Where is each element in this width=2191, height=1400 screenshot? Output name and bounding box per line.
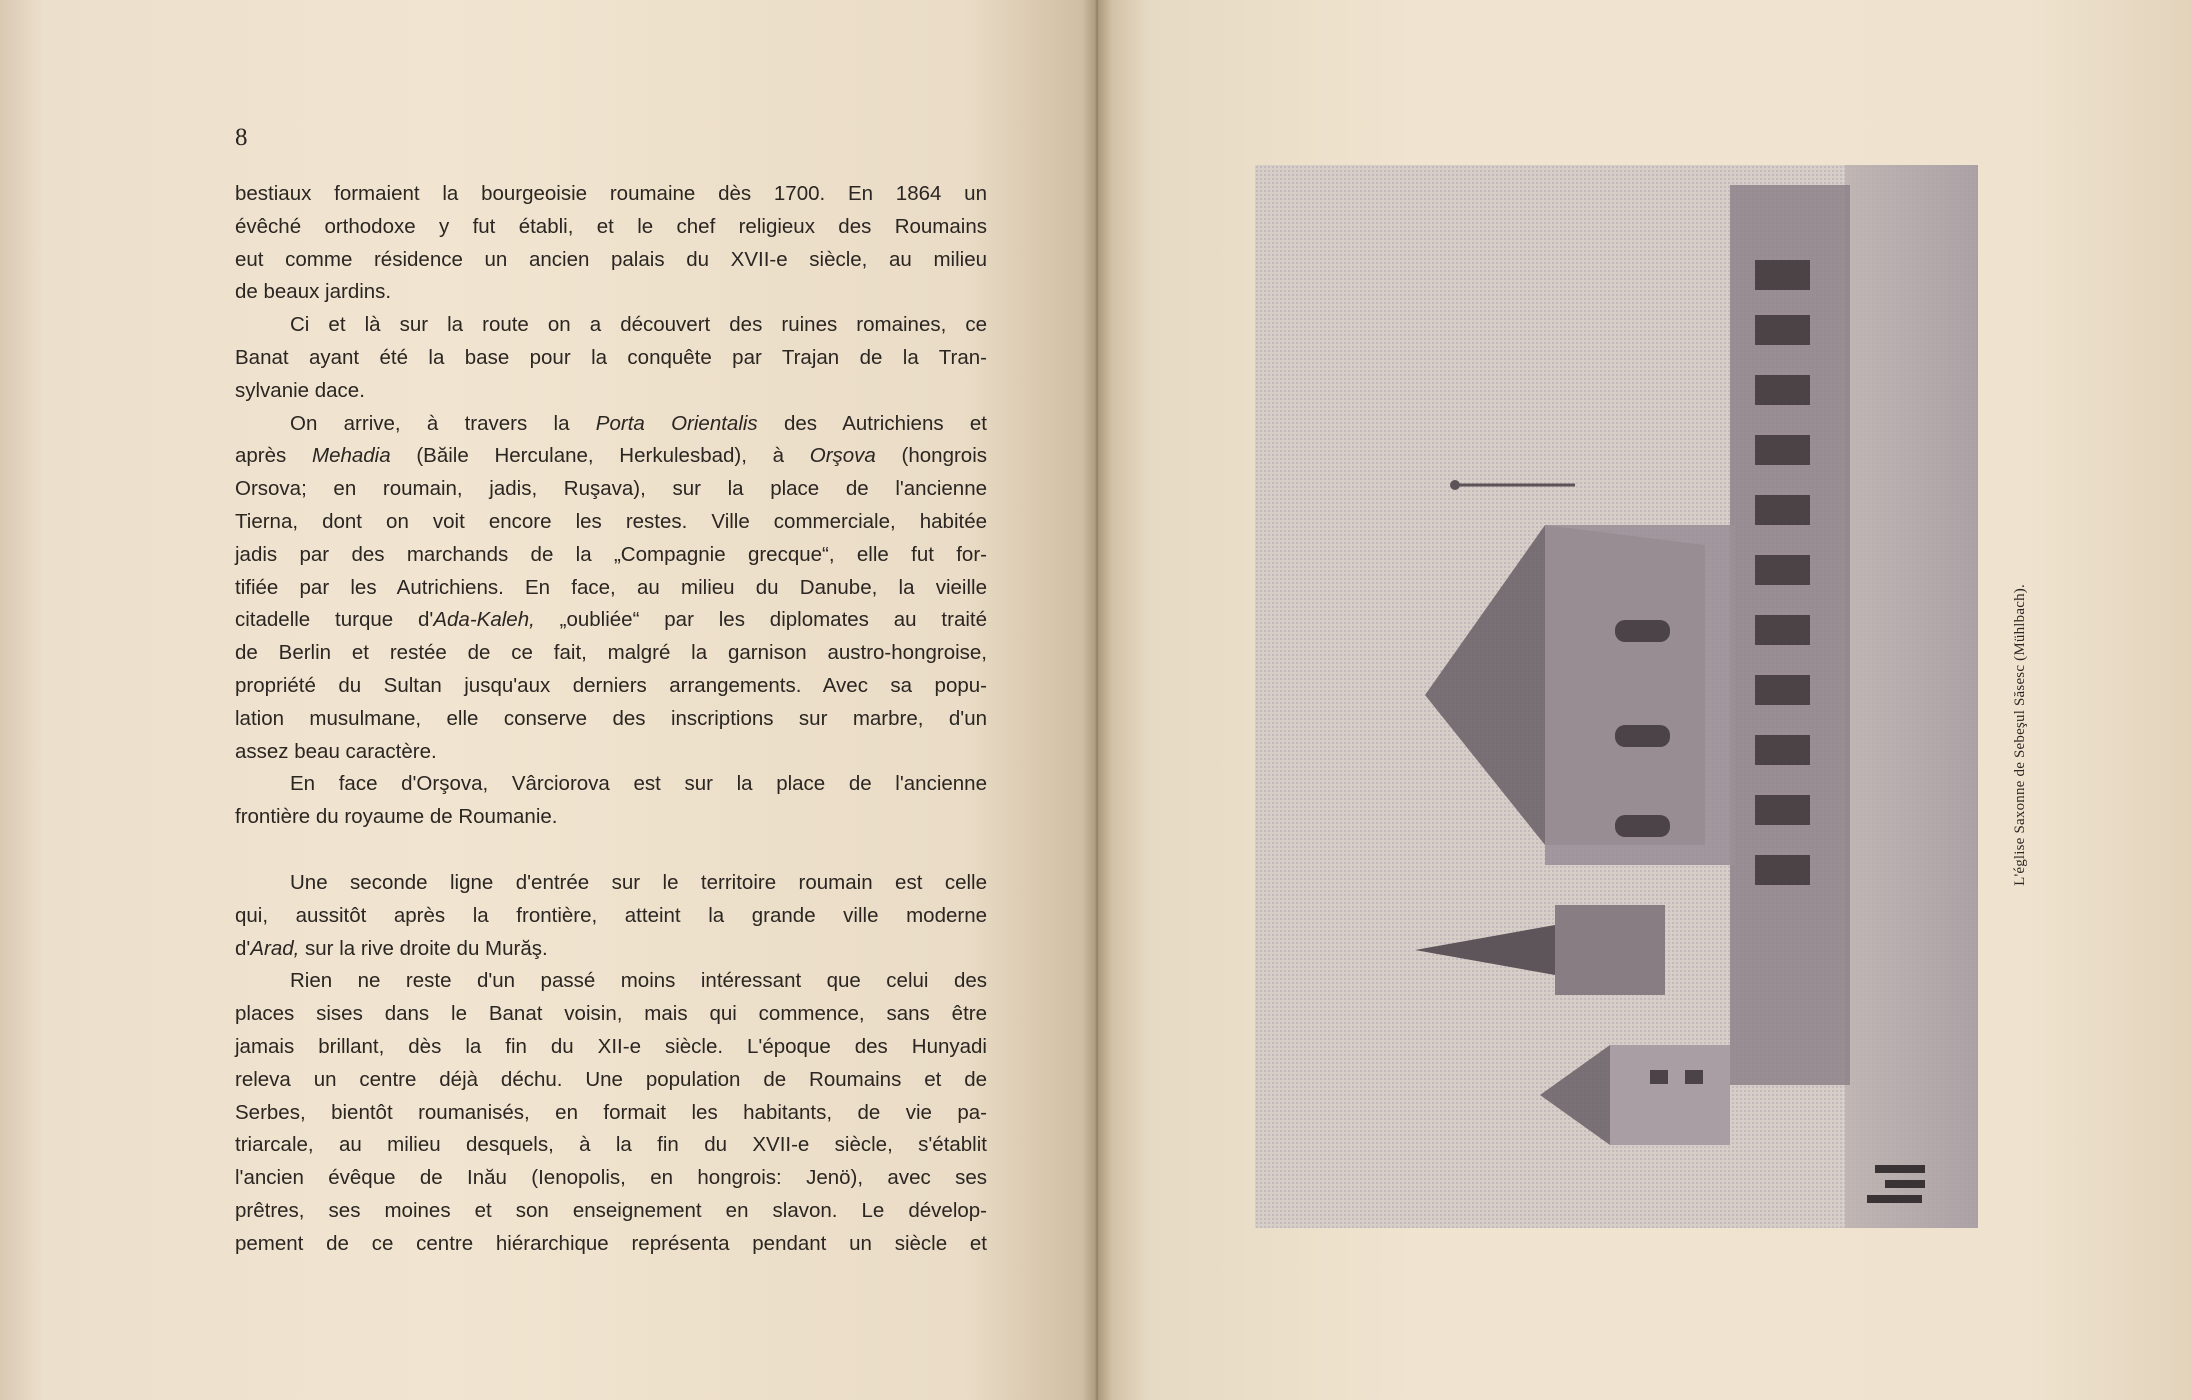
page-number: 8 [235,124,248,151]
text-line: Tierna, dont on voit encore les restes. Ville commerciale, habitée [235,509,987,533]
text-line: de beaux jardins. [235,280,392,304]
church-photograph [1255,165,1978,1228]
text-line: d'Arad, sur la rive droite du Murăş. [235,936,548,960]
text-line: Une seconde ligne d'entrée sur le territoire roumain est celle [290,870,987,894]
text-line: triarcale, au milieu desquels, à la fin du XVII-e siècle, s'établit [235,1133,987,1157]
photo-caption [2012,485,2040,985]
text-line: prêtres, ses moines et son enseignement en slavon. Le dévelop- [235,1198,987,1222]
text-line: bestiaux formaient la bourgeoisie roumaine dès 1700. En 1864 un [235,182,987,205]
text-line: qui, aussitôt après la frontière, atteint la grande ville moderne [235,903,987,927]
place-name-italic: Arad, [250,936,300,960]
place-name-italic: Porta Orientalis [595,411,758,435]
body-text [235,178,987,1261]
text-line: releva un centre déjà déchu. Une population de Roumains et de [235,1067,987,1091]
book-gutter [1082,0,1112,1400]
place-name-italic: Mehadia [312,444,391,468]
text-line: places sises dans le Banat voisin, mais qui commence, sans être [235,1002,987,1026]
text-line: assez beau caractère. [235,739,437,763]
text-line: lation musulmane, elle conserve des inscriptions sur marbre, d'un [235,706,987,730]
text-line: Rien ne reste d'un passé moins intéressant que celui des [290,969,987,993]
text-line: tifiée par les Autrichiens. En face, au milieu du Danube, la vieille [235,575,987,599]
text-line: pement de ce centre hiérarchique représenta pendant un siècle et [235,1231,987,1255]
text-line: Serbes, bientôt roumanisés, en formait les habitants, de vie pa- [235,1100,987,1124]
place-name-italic: Ada-Kaleh, [433,608,535,632]
text-line: citadelle turque d'Ada-Kaleh, „oubliée“ par les diplomates au traité [235,608,987,632]
church-photograph-icon [1255,165,1978,1228]
text-line: On arrive, à travers la Porta Orientalis des Autrichiens et [290,411,988,435]
text-line: propriété du Sultan jusqu'aux derniers arrangements. Avec sa popu- [235,673,987,697]
left-page [0,0,1095,1400]
caption-text: L'église Saxonne de Sebeşul Săsesc (Mühlbach). [2012,584,2028,886]
text-line: Banat ayant été la base pour la conquête par Trajan de la Tran- [235,345,987,369]
text-line: de Berlin et restée de ce fait, malgré la garnison austro-hongroise, [235,641,987,665]
text-line: après Mehadia (Băile Herculane, Herkulesbad), à Orşova (hongrois [235,444,987,468]
text-line: En face d'Orşova, Vârciorova est sur la place de l'ancienne [290,772,987,796]
text-line: frontière du royaume de Roumanie. [235,805,558,829]
text-line: jadis par des marchands de la „Compagnie grecque“, elle fut for- [235,542,987,566]
text-line: Orsova; en roumain, jadis, Ruşava), sur la place de l'ancienne [235,477,987,501]
text-line: jamais brillant, dès la fin du XII-e siècle. L'époque des Hunyadi [235,1034,987,1058]
text-line: l'ancien évêque de Inău (Ienopolis, en hongrois: Jenö), avec ses [235,1166,987,1190]
text-line: sylvanie dace. [235,378,365,402]
text-line: Ci et là sur la route on a découvert des ruines romaines, ce [290,313,987,337]
text-line: eut comme résidence un ancien palais du XVII-e siècle, au milieu [235,247,987,271]
section-break [235,834,987,867]
text-line: évêché orthodoxe y fut établi, et le chef religieux des Roumains [235,214,987,238]
place-name-italic: Orşova [809,444,876,468]
